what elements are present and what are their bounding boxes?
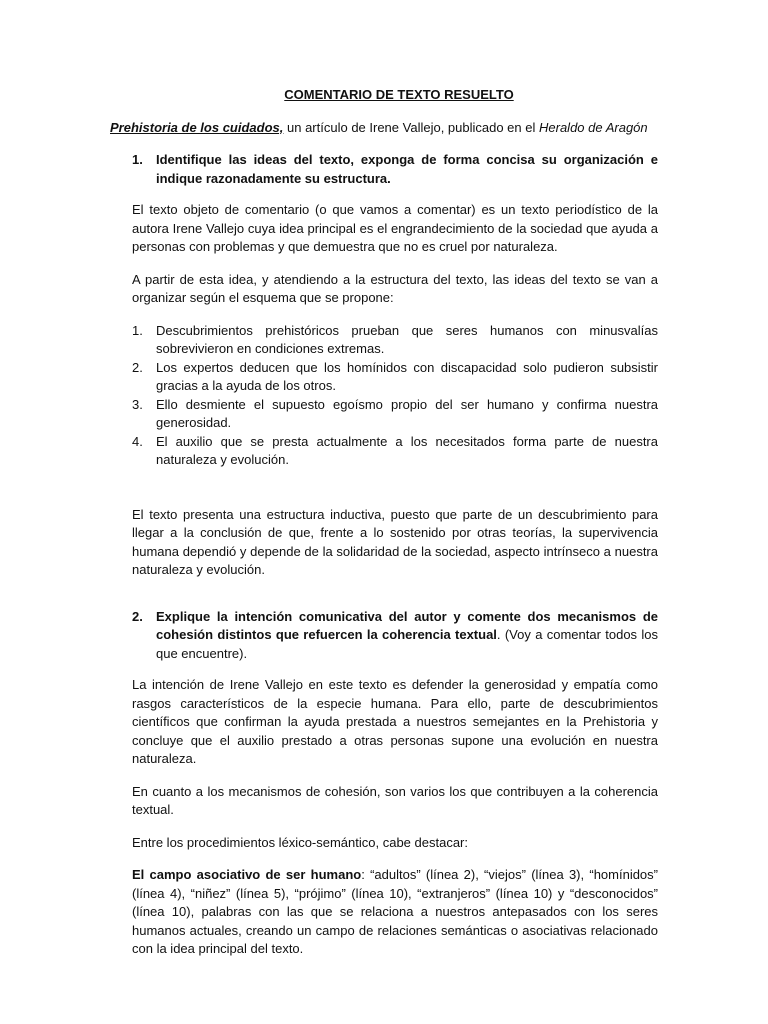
paragraph-7-lead: El campo asociativo de ser humano <box>132 867 362 882</box>
article-title: Prehistoria de los cuidados, <box>110 119 284 135</box>
question-1-text: Identifique las ideas del texto, exponga de forma concisa su organización e indique razonadamente su estructura. <box>156 152 658 186</box>
paragraph-4: La intención de Irene Vallejo en este texto es defender la generosidad y empatía como rasgos característicos de la especie humana. Para ello, parte de descubrimientos científicos que confirman la ayuda prestada a nuestros semejantes en la Prehistoria y concluye que el auxilio prestado a otras personas supone una evolución en nuestra naturaleza. <box>132 677 658 766</box>
paragraph-2: A partir de esta idea, y atendiendo a la estructura del texto, las ideas del texto se van a organizar según el esquema que se propone: <box>132 271 658 305</box>
document-subtitle <box>110 119 658 138</box>
list-item-text: Los expertos deducen que los homínidos con discapacidad solo pudieron subsistir gracias a la ayuda de los otros. <box>156 359 658 393</box>
paragraph-3: El texto presenta una estructura inductiva, puesto que parte de un descubrimiento para llegar a la conclusión de que, frente a lo sostenido por otras teorías, la supervivencia humana dependió y depende de la solidaridad de la sociedad, aspecto intrínseco a nuestra naturaleza y evolución. <box>132 506 658 577</box>
ideas-list <box>132 322 658 470</box>
subtitle-middle: un artículo de Irene Vallejo, publicado en el <box>283 119 539 135</box>
list-item-number: 2. <box>132 359 143 375</box>
spacer <box>132 594 658 608</box>
document-title: COMENTARIO DE TEXTO RESUELTO <box>284 87 514 102</box>
list-item <box>132 359 658 396</box>
list-item-text: El auxilio que se presta actualmente a los necesitados forma parte de nuestra naturaleza y evolución. <box>156 433 658 467</box>
paragraph-5: En cuanto a los mecanismos de cohesión, son varios los que contribuyen a la coherencia textual. <box>132 783 658 817</box>
list-item-text: Descubrimientos prehistóricos prueban que seres humanos con minusvalías sobrevivieron en condiciones extremas. <box>156 322 658 356</box>
question-2-number: 2. <box>132 608 143 624</box>
question-2-bold-text: Explique la intención comunicativa del autor y comente dos mecanismos de cohesión distintos que refuercen la coherencia textual <box>156 608 658 642</box>
paragraph-6: Entre los procedimientos léxico-semántico, cabe destacar: <box>132 834 468 850</box>
paragraph-7-rest: : “adultos” (línea 2), “viejos” (línea 3), “homínidos” (línea 4), “niñez” (línea 5), “prójimo” (línea 10), “extranjeros” (línea 10) y “desconocidos” (línea 10), palabras con las que se relaciona a nuestros antepasados con los seres humanos actuales, creando un campo de relaciones semánticas o asociativas relacionado con la idea principal del texto. <box>132 867 658 956</box>
question-2 <box>132 608 658 664</box>
paragraph-1: El texto objeto de comentario (o que vamos a comentar) es un texto periodístico de la autora Irene Vallejo cuya idea principal es el engrandecimiento de la sociedad que ayuda a personas con problemas y que demuestra que no es cruel por naturaleza. <box>132 202 658 254</box>
question-1-number: 1. <box>132 152 143 167</box>
list-item <box>132 322 658 359</box>
list-item-number: 3. <box>132 396 143 412</box>
question-2-normal-text: . (Voy a comentar todos los que encuentre). <box>156 627 658 661</box>
list-item-number: 4. <box>132 433 143 449</box>
paragraph-7 <box>132 866 658 959</box>
newspaper-name: Heraldo de Aragón <box>539 119 648 135</box>
spacer <box>132 484 658 506</box>
question-1 <box>132 151 658 188</box>
question-2-text <box>156 608 658 664</box>
list-item <box>132 396 658 433</box>
list-item-number: 1. <box>132 322 143 338</box>
list-item-text: Ello desmiente el supuesto egoísmo propio del ser humano y confirma nuestra generosidad. <box>156 396 658 430</box>
list-item <box>132 433 658 470</box>
